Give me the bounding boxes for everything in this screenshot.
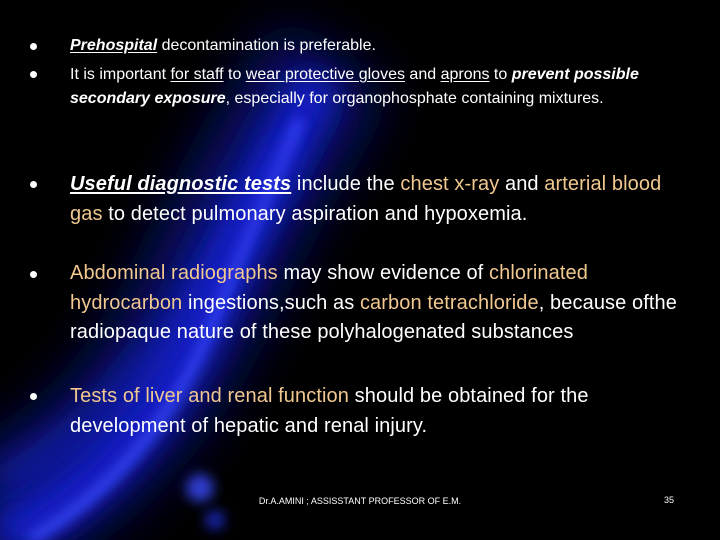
page-number: 35	[664, 495, 675, 505]
term-prehospital: Prehospital	[70, 37, 158, 54]
bullet-dot	[30, 71, 37, 78]
bullet-protective-gloves: It is important for staff to wear protective gloves and aprons to prevent possible secondary exposure, especially for organophosphate containing mixtures.	[70, 66, 639, 107]
bullet-liver-renal: Tests of liver and renal function should be obtained for the development of hepatic and renal injury.	[70, 385, 589, 437]
footer-author: Dr.A.AMINI ; ASSISSTANT PROFESSOR OF E.M.	[258, 496, 462, 506]
term-diagnostic-tests: Useful diagnostic tests	[70, 173, 292, 195]
bullet-dot	[30, 43, 37, 50]
bullet-dot	[30, 271, 37, 278]
bullet-prehospital: Prehospital decontamination is preferable.	[70, 37, 376, 54]
bullet-dot	[30, 181, 37, 188]
bullet-diagnostic-tests: Useful diagnostic tests include the chest x-ray and arterial blood gas to detect pulmonary aspiration and hypoxemia.	[70, 173, 662, 225]
bullet-dot	[30, 393, 37, 400]
bullet-abdominal-radiographs: Abdominal radiographs may show evidence of chlorinated hydrocarbon ingestions,such as carbon tetrachloride, because ofthe radiopaque nature of these polyhalogenated substances	[70, 262, 678, 343]
